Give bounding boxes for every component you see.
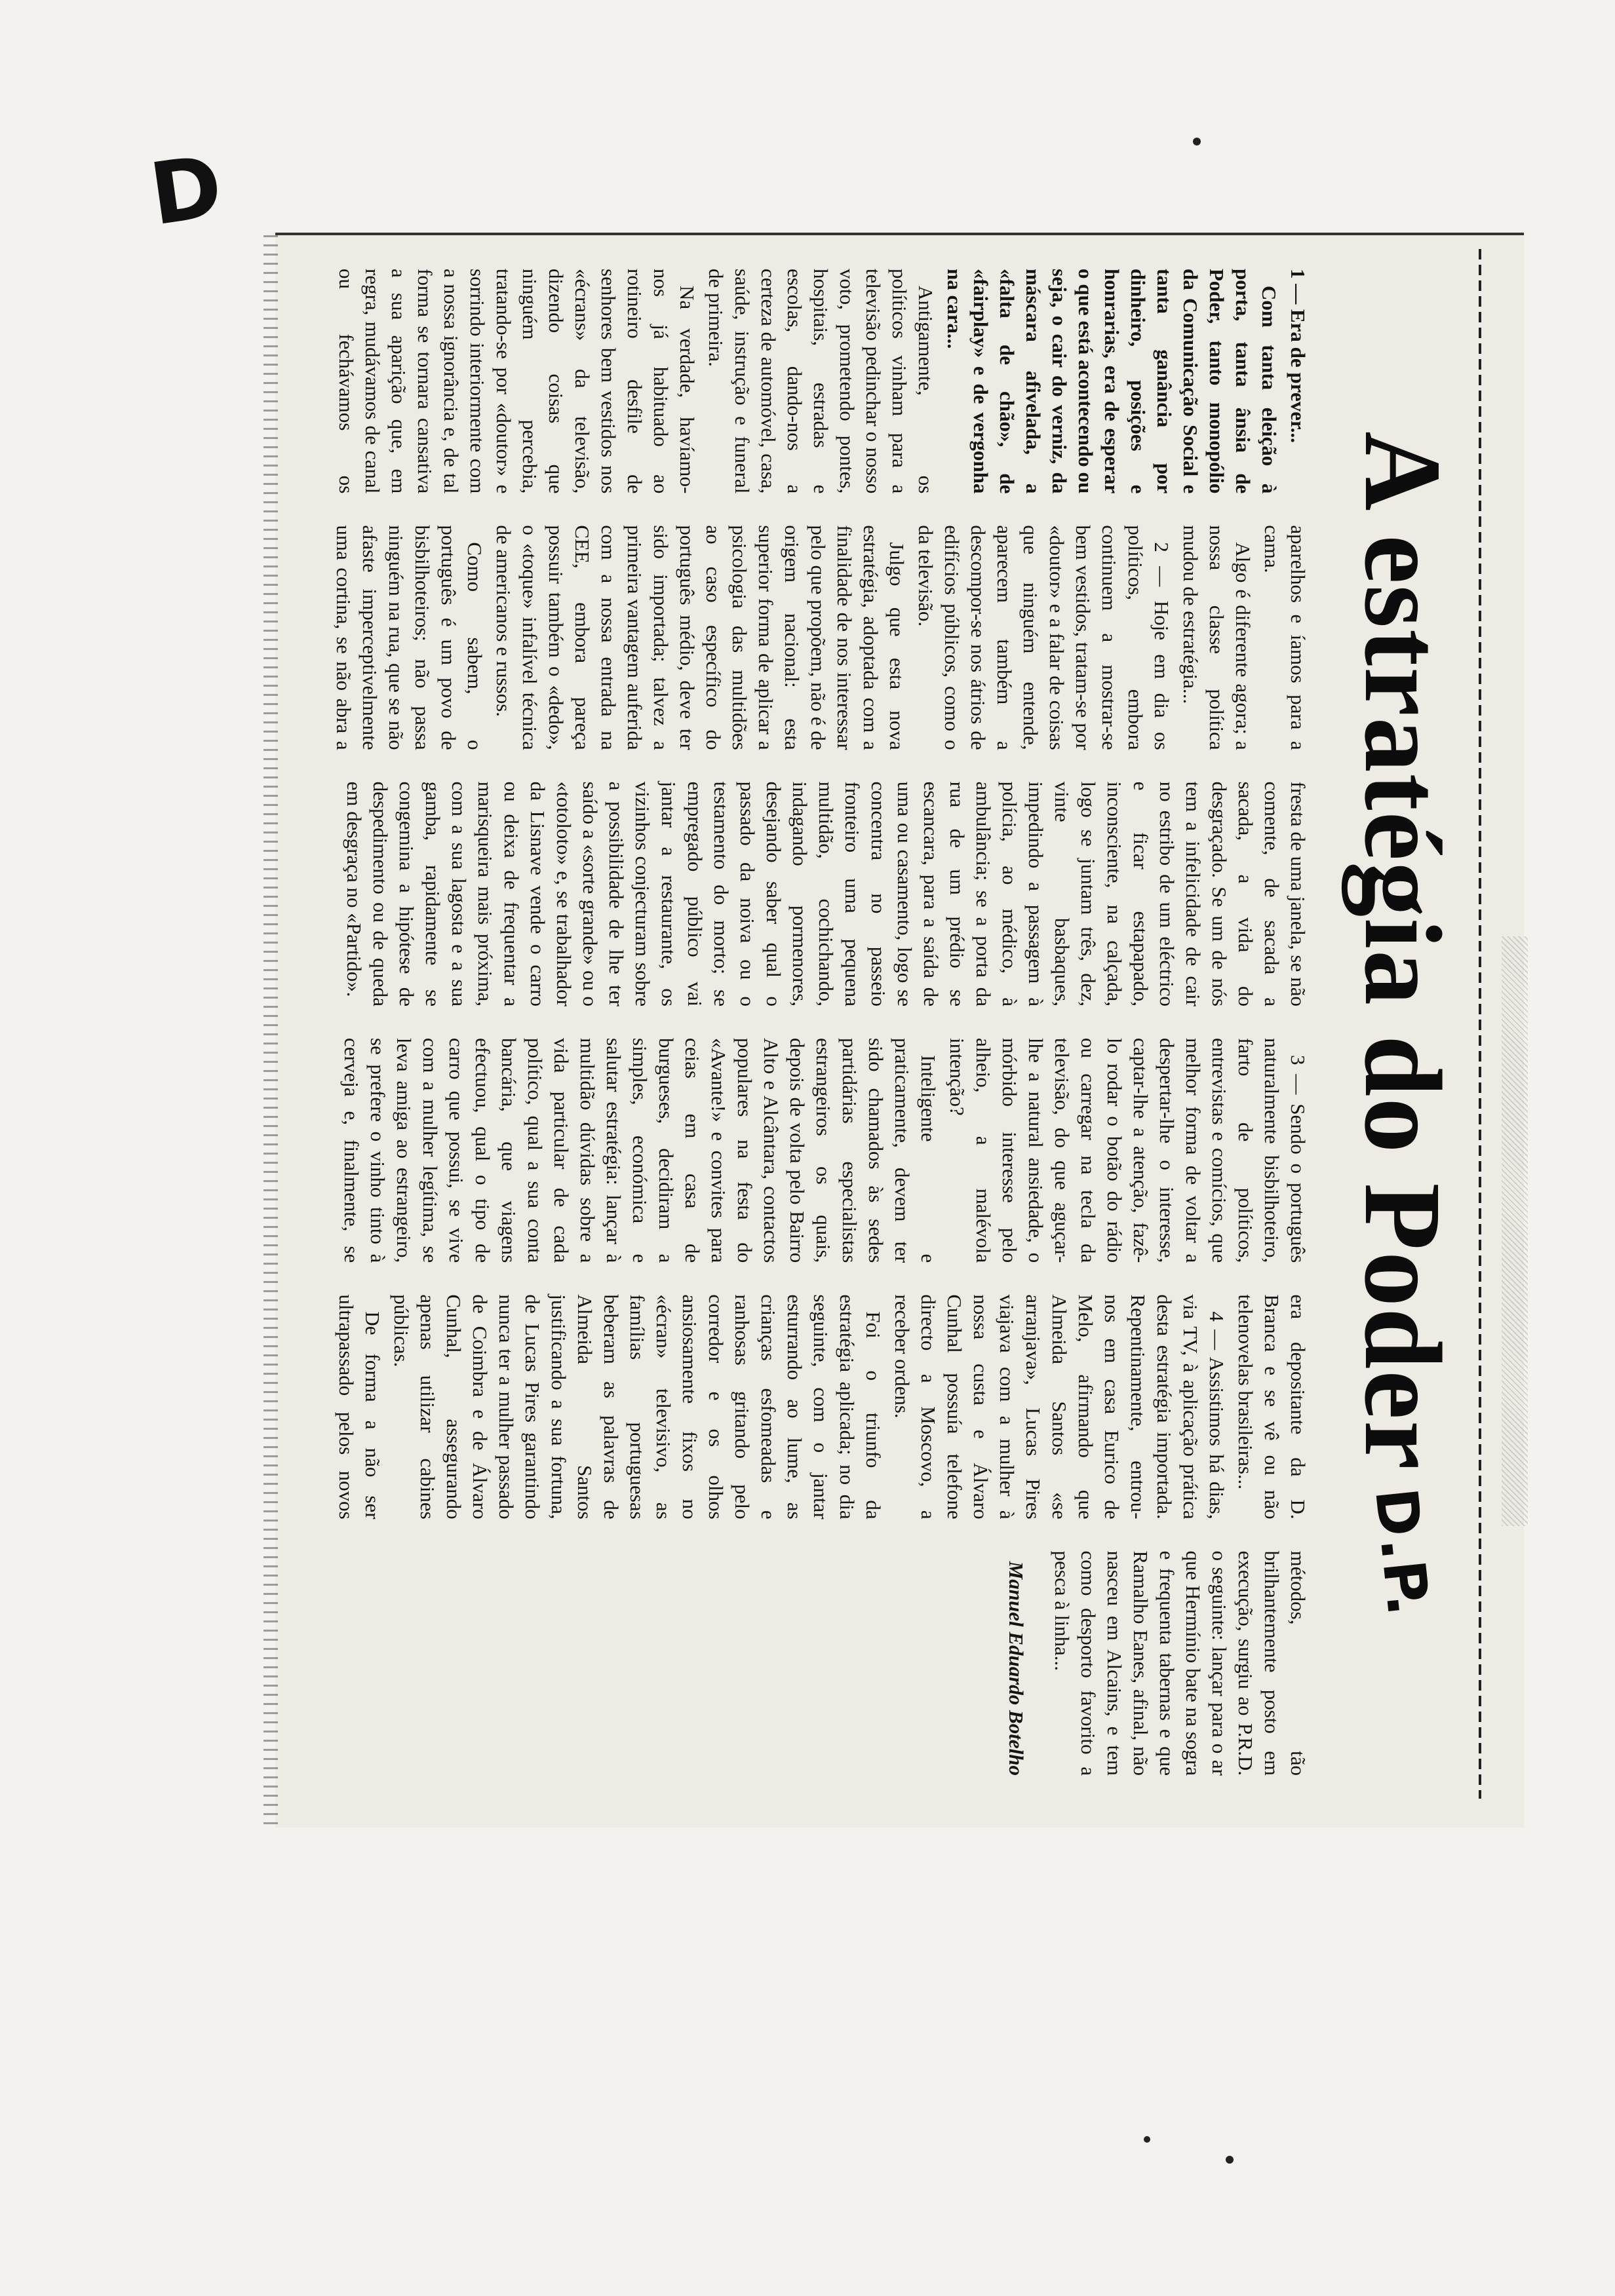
byline: Manuel Eduardo Botelho	[1005, 1561, 1028, 1776]
article-paragraph: 4 — Assistimos há dias, via TV, à aplicação prática desta estratégia importada. Repentinamente, entrou-nos em casa Eurico de Melo, afirmando que Almeida Santos «se arranjava», Lucas Pires viajava com a mulher à nossa custa e Álvaro Cunhal possuía telefone directo a Moscovo, a receber ordens.	[891, 1294, 1228, 1520]
article-paragraph: Julgo que esta nova estratégia, adoptada com a finalidade de nos interessar pelo que propõem, não é de origem nacional: esta superior forma de aplicar a psicologia das multidões ao caso específico do português médio, deve ter sido importada; talvez a primeira vantagem auferida com a nossa entrada na CEE, embora pareça possuir também o «dedo», o «toque» infalível técnica de americanos e russos.	[492, 525, 908, 750]
article-paragraph: Foi o triunfo da estratégia aplicada; no dia seguinte, com o jantar esturrando ao lume, as crianças esfomeadas e ranhosas gritando pelo corredor e os olhos ansiosamente fixos no «écran» televisivo, as famílias portuguesas beberam as palavras de Almeida Santos justificando a sua fortuna, de Lucas Pires garantindo nunca ter a mulher passado de Coimbra e de Álvaro Cunhal, assegurando apenas utilizar cabines públicas.	[390, 1294, 885, 1520]
scan-speck	[1144, 2136, 1150, 2143]
handwritten-initials: D.P.	[1362, 1484, 1443, 1620]
scan-speck	[1226, 2156, 1234, 2164]
article-paragraph: 2 — Hoje em dia os políticos, embora continuem a mostrar-se bem vestidos, tratam-se por «doutor» e a falar de coisas que ninguém entende, aparecem também a descompor-se nos átrios de edifícios públicos, como o da televisão.	[914, 525, 1173, 750]
article-paragraph: Na verdade, havíamo-nos já habituado ao rotineiro desfile de senhores bem vestidos nos «écrans» da televisão, dizendo coisas que ninguém percebia, tratando-se por «doutor» e sorrindo interiormente com a nossa ignorância e, de tal forma se tornara cansativa a sua aparição que, em regra, mudávamos de canal ou fechávamos os aparelhos e íamos para a cama.	[335, 269, 1310, 750]
article-body	[328, 269, 1311, 1776]
article	[275, 249, 1508, 1799]
article-paragraph: 1 — Era de prever...	[1287, 269, 1310, 444]
article-paragraph: 3 — Sendo o português naturalmente bisbilhoteiro, farto de políticos, entrevistas e comícios, que melhor forma de voltar a despertar-lhe o interesse, captar-lhe a atenção, fazê-lo rodar o botão do rádio ou carregar na tecla da televisão, do que aguçar-lhe a natural ansiedade, o mórbido interesse pelo alheio, a malévola intenção?	[946, 1037, 1310, 1263]
top-rule	[1479, 249, 1481, 1799]
article-paragraph: De forma a não ser ultrapassado pelos novos métodos, tão brilhantemente posto em execução, surgiu ao P.R.D. o seguinte: lançar para o ar que Hermínio bate na sogra e frequenta tabernas e que Ramalho Eanes, afinal, não nasceu em Alcains, e tem como desporto favorito a pesca à linha...	[335, 1294, 1310, 1776]
article-paragraph: Inteligente e praticamente, devem ter sido chamados às sedes partidárias especialistas estrangeiros os quais, depois de volta pelo Bairro Alto e Alcântara, contactos populares na festa do «Avante!» e convites para ceias em casa de burgueses, decidiram a simples, económica e salutar estratégia: lançar à multidão dúvidas sobre a vida particular de cada político, qual a sua conta bancária, que viagens efectuou, qual o tipo de carro que possui, se vive com a mulher legítima, se leva amiga ao estrangeiro, se prefere o vinho tinto à cerveja e, finalmente, se era depositante da D. Branca e se vê ou não telenovelas brasileiras...	[340, 1037, 1310, 1520]
article-paragraph: Com tanta eleição à porta, tanta ânsia de Poder, tanto monopólio da Comunicação Social e tanta ganância por dinheiro, posições e honrarias, era de esperar o que está acontecendo ou seja, o cair do verniz, da máscara afivelada, a «falta de chão», de «fairplay» e de vergonha na cara...	[943, 269, 1281, 494]
article-paragraph: Como sabem, o português é um povo de bisbilhoteiros; não passa ninguém na rua, que se não afaste imperceptivelmente uma cortina, se não abra a fresta de uma janela, se não comente, de sacada a sacada, a vida do desgraçado. Se um de nós tem a infelicidade de cair no estribo de um eléctrico e ficar estapapado, inconsciente, na calçada, logo se juntam três, dez, vinte basbaques, impedindo a passagem à polícia, ao médico, à ambulância; se a porta da rua de um prédio se escancara, para a saída de uma ou casamento, logo se concentra no passeio fronteiro uma pequena multidão, cochichando, indagando pormenores, desejando saber qual o passado da noiva ou o testamento do morto; se empregado público vai jantar a restaurante, os vizinhos conjecturam sobre a possibilidade de lhe ter saído a «sorte grande» ou o «totoloto» e, se trabalhador da Lisnave vende o carro ou deixa de frequentar a marisqueira mais próxima, com a sua lagosta e a sua gamba, rapidamente se congemina a hipótese de despedimento ou de queda em desgraça no «Partido».	[332, 525, 1310, 1006]
headline-text: A estratégia do Poder	[1342, 431, 1464, 1471]
article-paragraph: Antigamente, os políticos vinham para a televisão pedinchar o nosso voto, prometendo pontes, hospitais, estradas e escolas, dando-nos a certeza de automóvel, casa, saúde, instrução e funeral de primeira.	[705, 269, 937, 494]
scan-speck	[1193, 138, 1201, 145]
article-paragraph: Algo é diferente agora; a nossa classe política mudou de estratégia...	[1179, 525, 1255, 750]
headline	[1337, 249, 1468, 1799]
handwritten-mark: D	[144, 136, 225, 245]
